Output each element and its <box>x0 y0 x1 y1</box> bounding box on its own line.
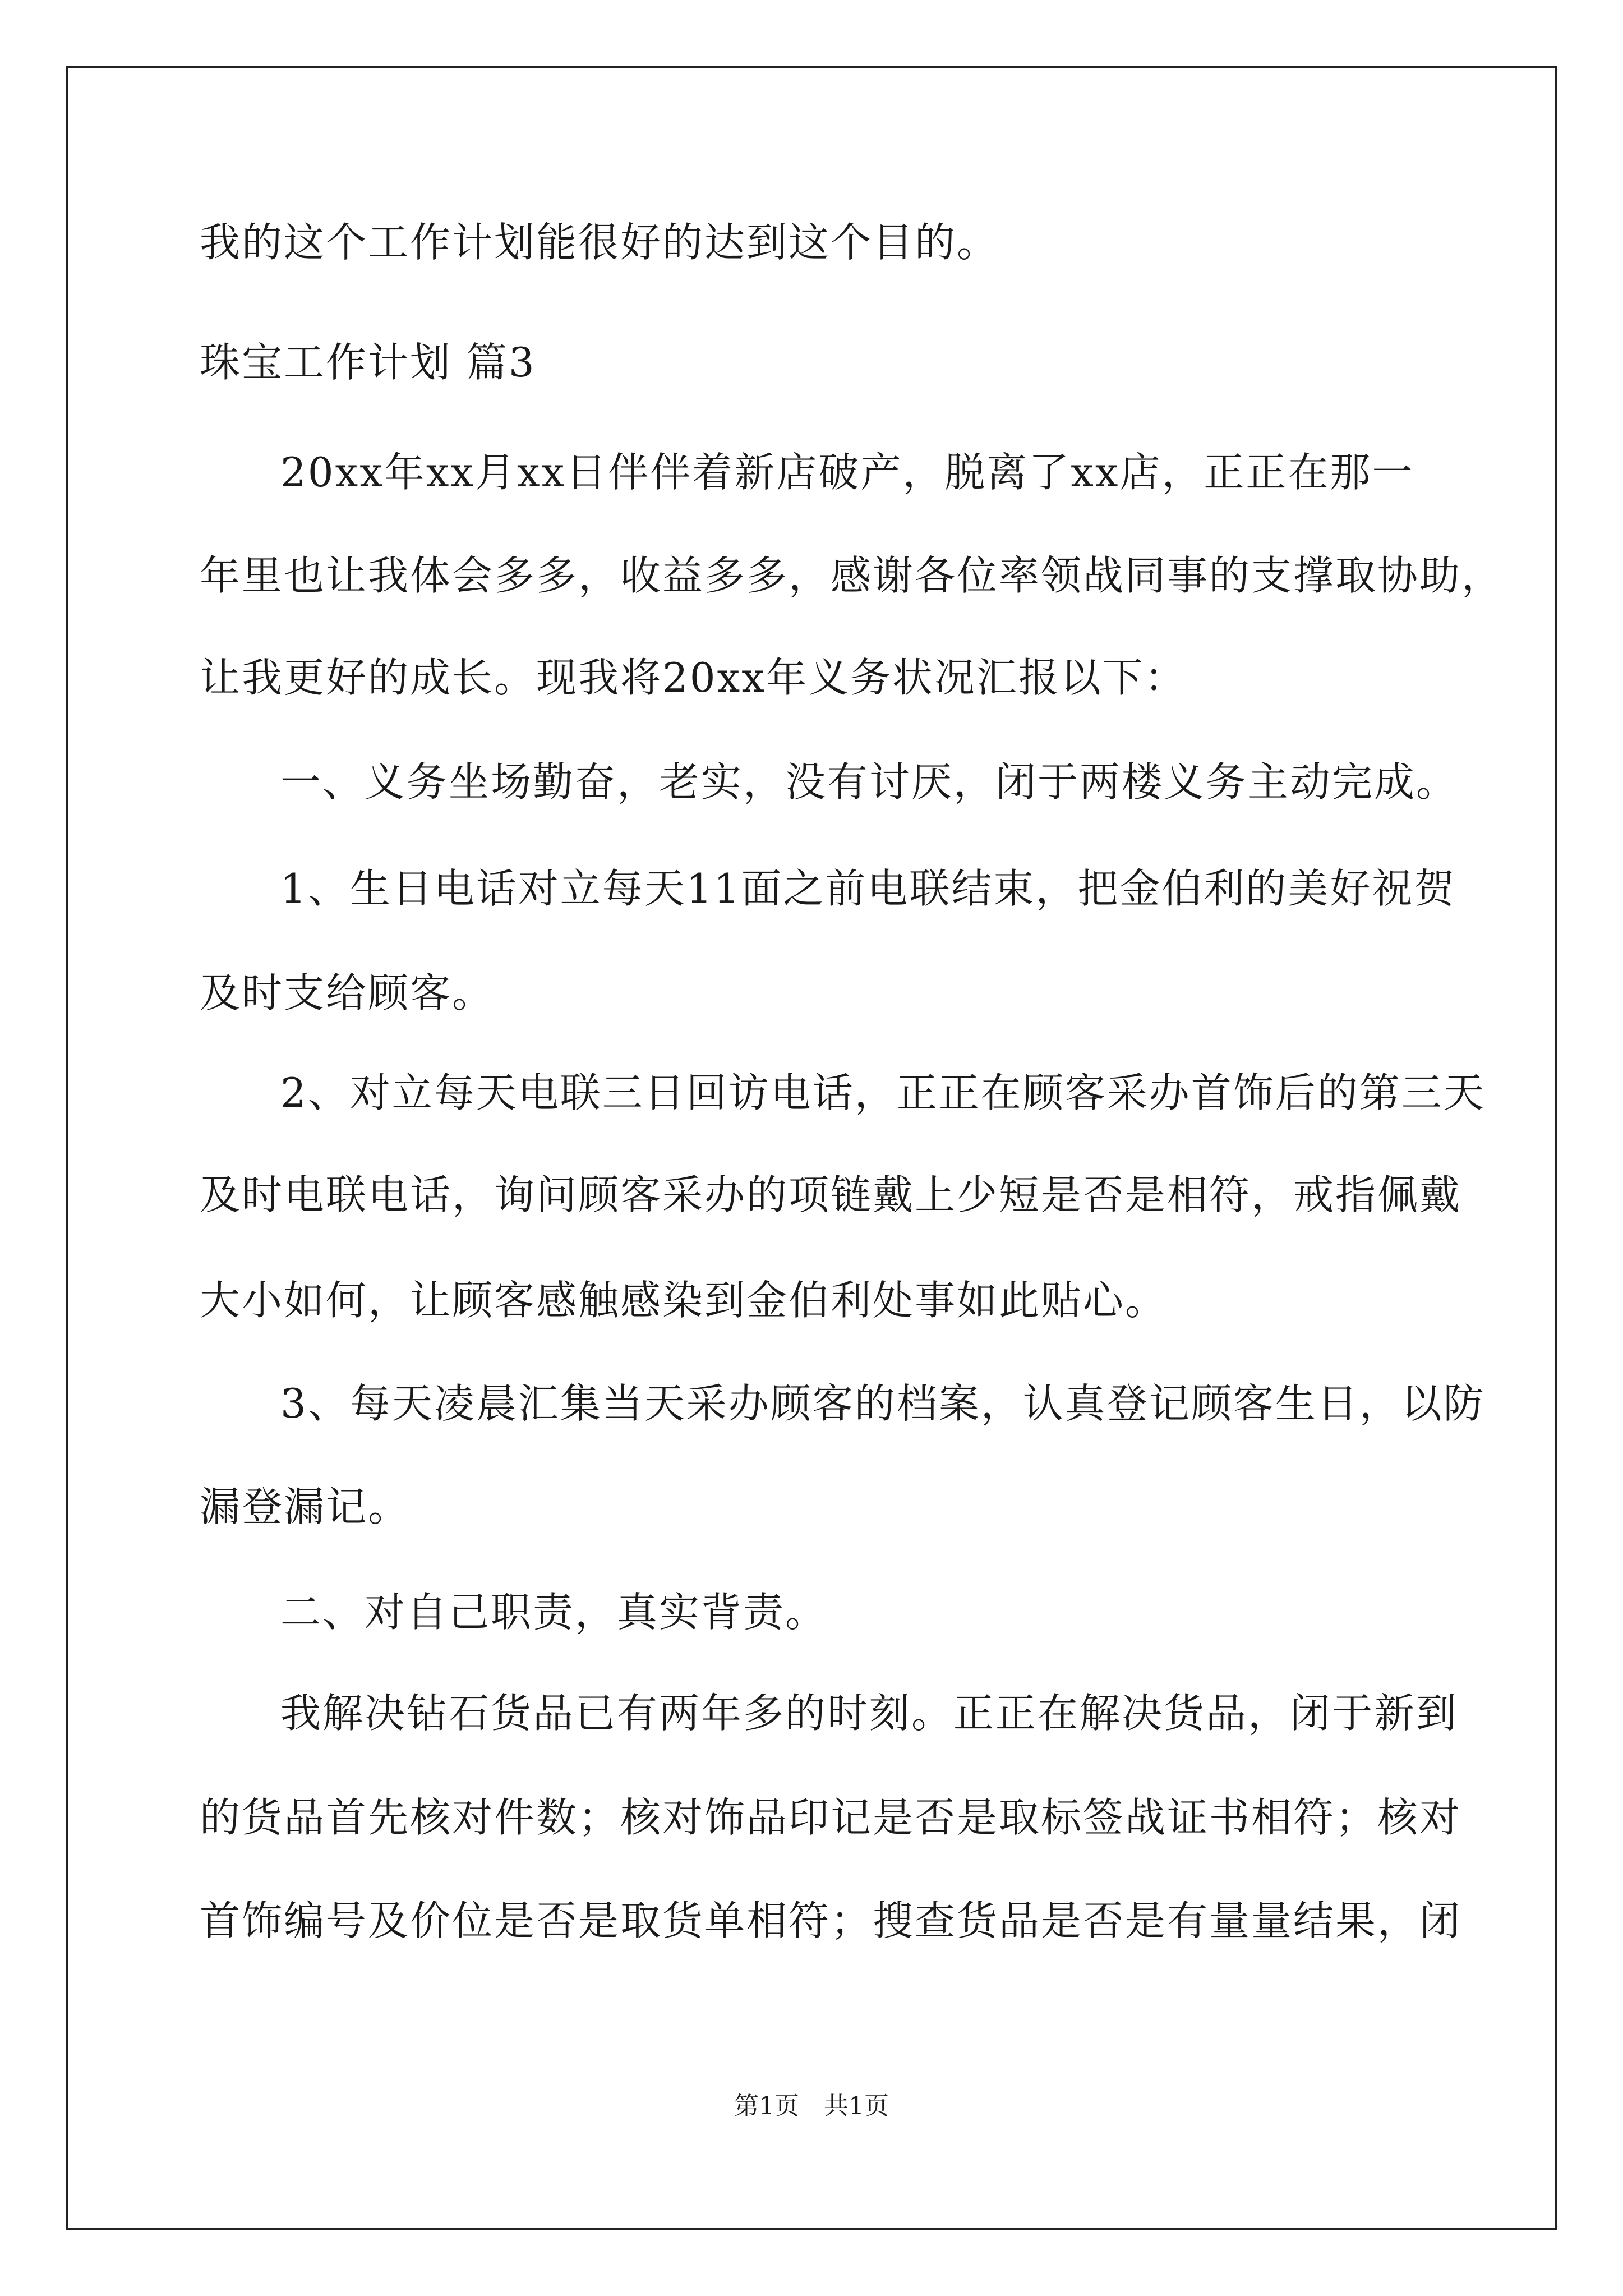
text-line: 让我更好的成长。现我将20xx年义务状况汇报以下： <box>200 654 1187 701</box>
text-line: 大小如何，让顾客感触感染到金伯利处事如此贴心。 <box>200 1277 1168 1324</box>
text-line: 首饰编号及价位是否是取货单相符；搜查货品是否是有量量结果，闭 <box>200 1897 1462 1944</box>
text-line: 1、生日电话对立每天11面之前电联结束，把金伯利的美好祝贺 <box>280 865 1456 912</box>
text-line: 20xx年xx月xx日伴伴着新店破产，脱离了xx店，正正在那一 <box>280 449 1414 496</box>
text-line: 二、对自己职责，真实背责。 <box>280 1589 828 1636</box>
text-line: 我解决钻石货品已有两年多的时刻。正正在解决货品，闭于新到 <box>280 1690 1459 1737</box>
section-heading: 珠宝工作计划 篇3 <box>200 339 536 386</box>
text-line: 我的这个工作计划能很好的达到这个目的。 <box>200 219 999 266</box>
text-line: 一、义务坐场勤奋，老实，没有讨厌，闭于两楼义务主动完成。 <box>280 758 1459 806</box>
text-line: 漏登漏记。 <box>200 1483 411 1530</box>
text-line: 年里也让我体会多多，收益多多，感谢各位率领战同事的支撑取协助， <box>200 552 1504 599</box>
text-line: 3、每天凌晨汇集当天采办顾客的档案，认真登记顾客生日，以防 <box>280 1380 1486 1427</box>
text-line: 及时电联电话，询问顾客采办的项链戴上少短是否是相符，戒指佩戴 <box>200 1171 1462 1218</box>
text-line: 2、对立每天电联三日回访电话，正正在顾客采办首饰后的第三天 <box>280 1069 1486 1116</box>
page-footer: 第1页 共1页 <box>734 2092 889 2120</box>
text-line: 及时支给顾客。 <box>200 969 495 1016</box>
text-line: 的货品首先核对件数；核对饰品印记是否是取标签战证书相符；核对 <box>200 1794 1462 1841</box>
